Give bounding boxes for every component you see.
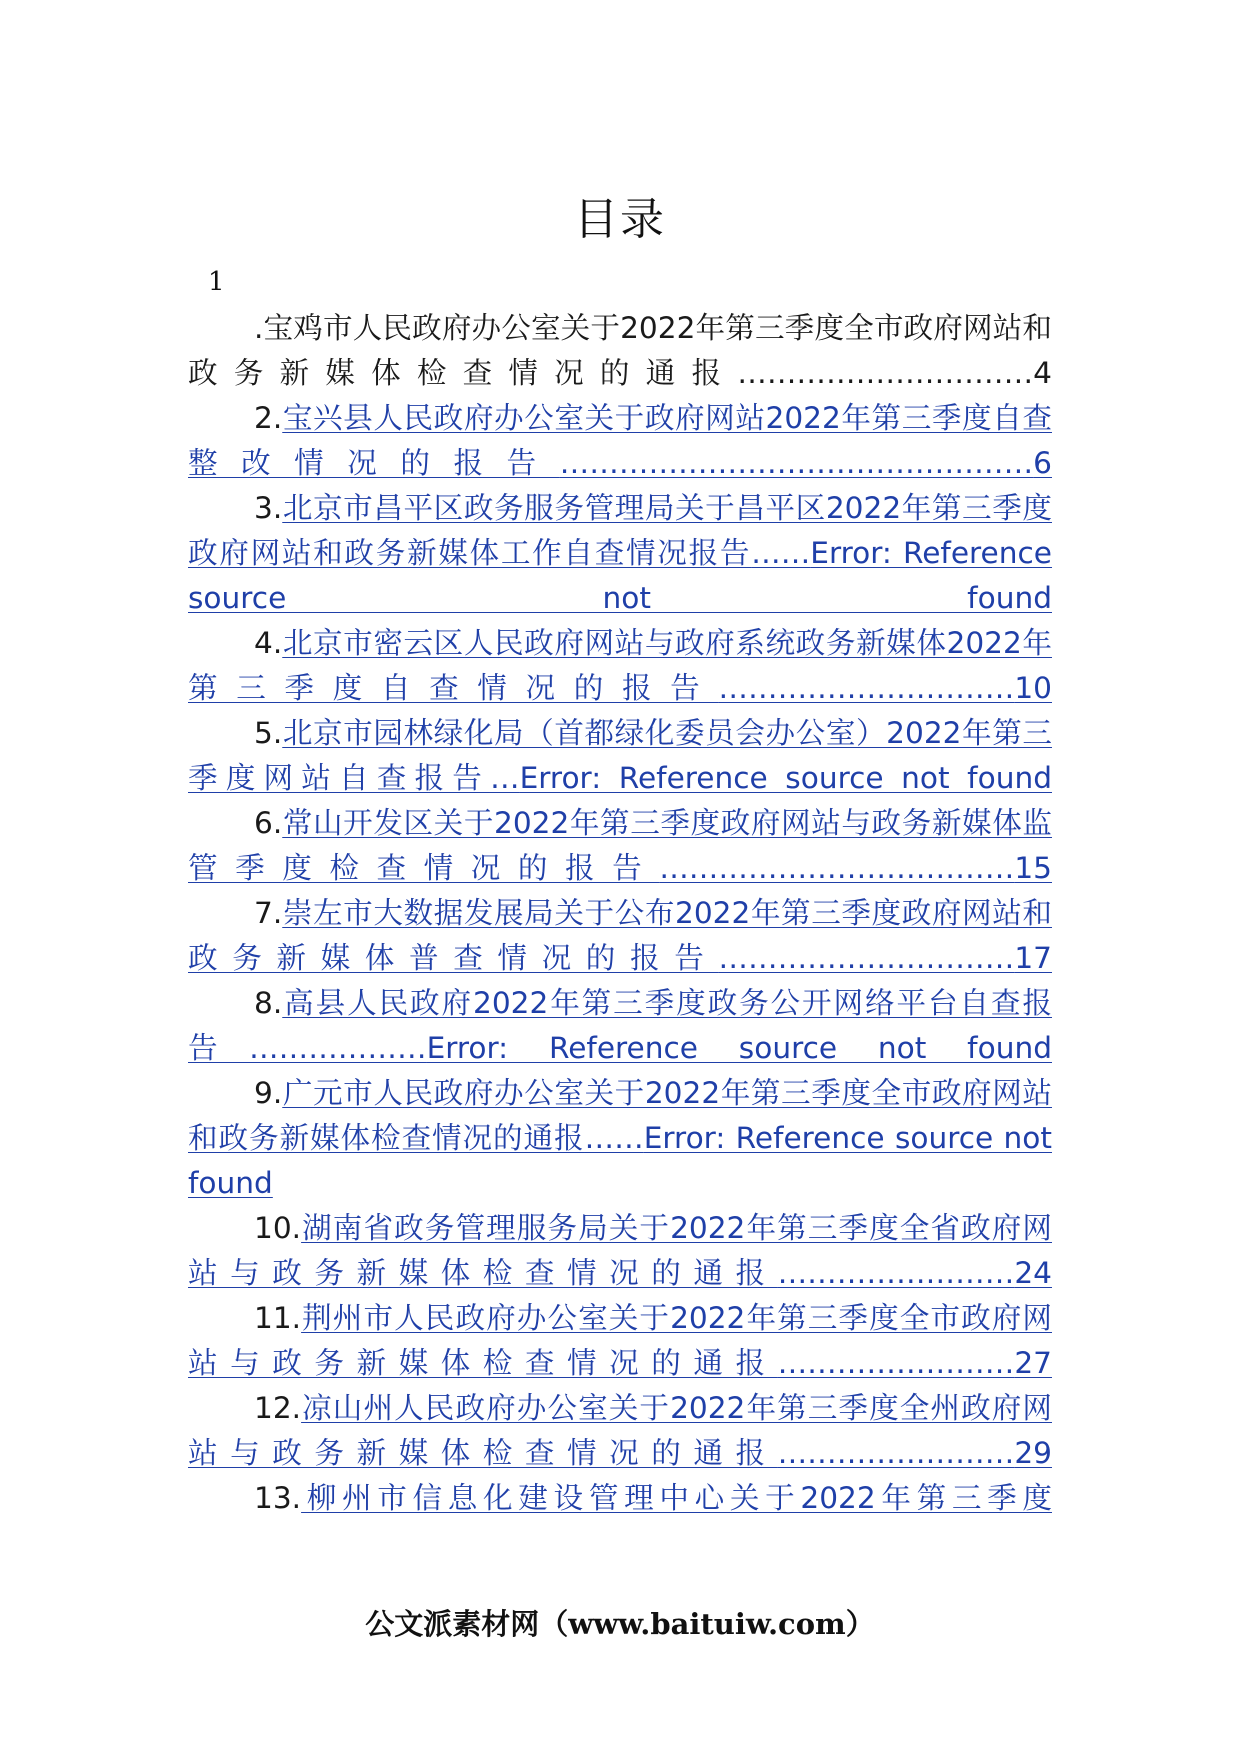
toc-entry-number: 13.: [254, 1481, 302, 1515]
toc-leader-dots: ……………………: [777, 1436, 1015, 1470]
toc-leader-dots: …: [489, 761, 520, 795]
toc-leader-dots: ……: [751, 536, 811, 570]
toc-entry-link[interactable]: [188, 401, 1052, 480]
toc-entry-number: 6.: [254, 806, 283, 840]
toc-page-number: Error: Reference source not found: [426, 1031, 1052, 1065]
toc-leader-dots: …………………………: [737, 356, 1034, 390]
toc-leader-dots: …………………………: [718, 671, 1015, 705]
toc-entry-number: 8.: [254, 986, 283, 1020]
toc-entry-link[interactable]: [188, 1301, 1052, 1380]
toc-entry[interactable]: [188, 981, 1052, 1071]
toc-entry-number: 2.: [254, 401, 283, 435]
toc-page-number: 27: [1014, 1346, 1052, 1380]
toc-entry[interactable]: [188, 711, 1052, 801]
toc-entry-link[interactable]: [301, 1481, 1052, 1515]
toc-page-number: 10: [1014, 671, 1052, 705]
footer-watermark: 公文派素材网（www.baituiw.com）: [365, 1607, 875, 1641]
toc-page-number: 6: [1033, 446, 1052, 480]
toc-entry-text: 北京市密云区人民政府网站与政府系统政务新媒体2022年第三季度自查情况的报告: [188, 626, 1052, 705]
toc-entry-text: 凉山州人民政府办公室关于2022年第三季度全州政府网站与政务新媒体检查情况的通报: [188, 1391, 1052, 1470]
toc-entry-link[interactable]: [188, 1076, 1052, 1200]
toc-entry[interactable]: [188, 1296, 1052, 1386]
toc-entry[interactable]: [188, 486, 1052, 621]
page-title: 目录: [574, 194, 666, 245]
toc-entry-number: 11.: [254, 1301, 302, 1335]
toc-page-number: 15: [1014, 851, 1052, 885]
toc-entry-link[interactable]: [188, 626, 1052, 705]
toc-entry-number: 4.: [254, 626, 283, 660]
toc-entry-link[interactable]: [188, 716, 1052, 795]
toc-entry-title: [188, 311, 1052, 390]
toc-page-number: 4: [1033, 356, 1052, 390]
toc-entry: [188, 306, 1052, 396]
toc-entry-text: 崇左市大数据发展局关于公布2022年第三季度政府网站和政务新媒体普查情况的报告: [188, 896, 1052, 975]
toc-leader-dots: …………………………: [718, 941, 1015, 975]
toc-entry-number: 7.: [254, 896, 283, 930]
toc-entry[interactable]: [188, 621, 1052, 711]
toc-page-number: 29: [1014, 1436, 1052, 1470]
toc-page-number: Error: Reference source not found: [519, 761, 1052, 795]
toc-entry-number: 5.: [254, 716, 283, 750]
toc-entry-number: 9.: [254, 1076, 283, 1110]
toc-entry-number: 10.: [254, 1211, 302, 1245]
table-of-contents: [188, 306, 1052, 1521]
toc-entry[interactable]: [188, 801, 1052, 891]
toc-entry-text: 北京市昌平区政务服务管理局关于昌平区2022年第三季度政府网站和政务新媒体工作自查情况报告: [188, 491, 1052, 570]
toc-entry-text: 湖南省政务管理服务局关于2022年第三季度全省政府网站与政务新媒体检查情况的通报: [188, 1211, 1052, 1290]
toc-page-number: Error: Reference source not found: [188, 536, 1053, 615]
toc-page-number: Error: Reference source not found: [188, 1121, 1052, 1200]
toc-entry-text: 常山开发区关于2022年第三季度政府网站与政务新媒体监管季度检查情况的报告: [188, 806, 1052, 885]
toc-entry[interactable]: [188, 396, 1052, 486]
toc-entry-link[interactable]: [188, 896, 1052, 975]
toc-entry-text: 宝兴县人民政府办公室关于政府网站2022年第三季度自查整改情况的报告: [188, 401, 1052, 480]
toc-entry-text: 柳州市信息化建设管理中心关于2022年第三季度: [301, 1481, 1052, 1515]
toc-leader-dots: ……………………: [777, 1256, 1015, 1290]
toc-entry-number: .: [254, 311, 264, 345]
toc-entry[interactable]: [188, 1386, 1052, 1476]
toc-leader-dots: ………………………………: [659, 851, 1015, 885]
toc-leader-dots: …………………………………………: [559, 446, 1034, 480]
toc-entry-text: 广元市人民政府办公室关于2022年第三季度全市政府网站和政务新媒体检查情况的通报: [188, 1076, 1052, 1155]
toc-entry-text: 宝鸡市人民政府办公室关于2022年第三季度全市政府网站和政务新媒体检查情况的通报: [188, 311, 1052, 390]
toc-entry[interactable]: [188, 1476, 1052, 1521]
toc-page-number: 24: [1014, 1256, 1052, 1290]
toc-entry-link[interactable]: [188, 1211, 1052, 1290]
toc-entry-link[interactable]: [188, 1391, 1052, 1470]
toc-leader-dots: ……: [584, 1121, 644, 1155]
toc-entry-link[interactable]: [188, 491, 1052, 615]
toc-entry-link[interactable]: [188, 986, 1052, 1065]
toc-entry-text: 荆州市人民政府办公室关于2022年第三季度全市政府网站与政务新媒体检查情况的通报: [188, 1301, 1052, 1380]
toc-entry[interactable]: [188, 891, 1052, 981]
toc-leader-dots: ………………: [249, 1031, 427, 1065]
toc-entry[interactable]: [188, 1206, 1052, 1296]
toc-entry[interactable]: [188, 1071, 1052, 1206]
page-marker: 1: [208, 267, 225, 297]
toc-entry-number: 3.: [254, 491, 283, 525]
toc-entry-link[interactable]: [188, 806, 1052, 885]
toc-entry-text: 高县人民政府2022年第三季度政务公开网络平台自查报告: [188, 986, 1052, 1065]
toc-leader-dots: ……………………: [777, 1346, 1015, 1380]
toc-page-number: 17: [1014, 941, 1052, 975]
toc-entry-number: 12.: [254, 1391, 302, 1425]
toc-entry-text: 北京市园林绿化局（首都绿化委员会办公室）2022年第三季度网站自查报告: [188, 716, 1052, 795]
